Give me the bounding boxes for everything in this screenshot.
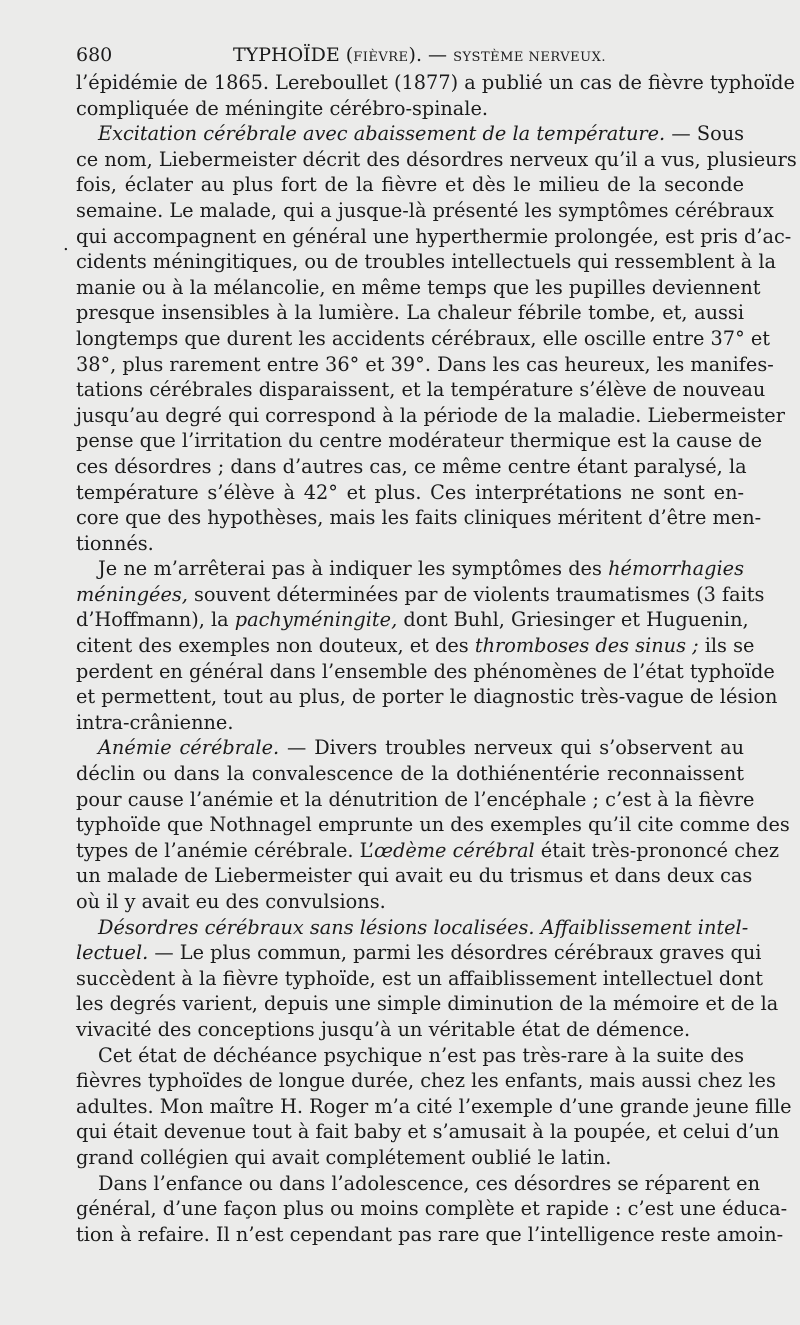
text-segment: succèdent à la fièvre typhoïde, est un affaiblissement intellectuel dont	[76, 966, 764, 990]
text-segment: citent des exemples non douteux, et des	[76, 634, 475, 658]
text-line	[76, 377, 766, 403]
text-segment: l’épidémie de 1865. Lereboullet (1877) a publié un cas de fièvre typhoïde	[76, 71, 795, 94]
text-line	[76, 684, 778, 710]
text-segment: les degrés varient, depuis une simple diminution de la mémoire et de la	[76, 992, 779, 1016]
running-title	[233, 44, 606, 66]
text-segment: core que des hypothèses, mais les faits cliniques méritent d’être men-	[76, 506, 762, 530]
text-segment: presque insensibles à la lumière. La chaleur fébrile tombe, et, aussi	[76, 301, 744, 325]
text-line	[76, 1068, 776, 1094]
text-segment: intra-crânienne.	[76, 710, 234, 734]
text-line	[76, 1043, 744, 1069]
text-line	[76, 991, 779, 1017]
text-line	[76, 607, 749, 633]
text-line	[76, 454, 747, 480]
italic-text: Excitation cérébrale avec abaissement de la température.	[98, 122, 666, 146]
margin-mark: .	[63, 234, 69, 255]
text-segment: perdent en général dans l’ensemble des phénomènes de l’état typhoïde	[76, 659, 775, 683]
text-line	[76, 659, 775, 685]
text-segment: Cet état de déchéance psychique n’est pas très-rare à la suite des	[98, 1043, 744, 1067]
title-mid: ). —	[408, 44, 454, 66]
text-segment: tion à refaire. Il n’est cependant pas rare que l’intelligence reste amoin-	[76, 1222, 784, 1246]
text-line	[76, 70, 795, 96]
italic-text: Anémie cérébrale.	[98, 736, 280, 760]
running-header	[76, 44, 744, 72]
text-line	[76, 812, 790, 838]
italic-text: thromboses des sinus ;	[474, 634, 699, 658]
text-line	[76, 787, 755, 813]
italic-text: méningées,	[76, 582, 188, 606]
text-line	[76, 96, 744, 122]
page-number: 680	[76, 44, 113, 66]
text-segment: dont Buhl, Griesinger et Huguenin,	[397, 608, 749, 632]
text-segment: Je ne m’arrêterai pas à indiquer les symptômes des	[98, 557, 609, 581]
text-segment: cidents méningitiques, ou de troubles intellectuels qui ressemblent à la	[76, 250, 777, 274]
text-segment: longtemps que durent les accidents cérébraux, elle oscille entre 37° et	[76, 326, 770, 350]
text-segment: un malade de Liebermeister qui avait eu du trismus et dans deux cas	[76, 864, 753, 888]
text-line	[76, 1017, 744, 1043]
italic-text: œdème cérébral	[373, 838, 535, 862]
text-line	[76, 940, 762, 966]
text-segment: déclin ou dans la convalescence de la dothiénentérie reconnaissent	[76, 762, 744, 786]
text-line	[76, 966, 764, 992]
text-segment: où il y avait eu des convulsions.	[76, 890, 386, 913]
italic-text: pachyméningite,	[234, 608, 398, 632]
text-segment: Dans l’enfance ou dans l’adolescence, ces désordres se réparent en	[98, 1171, 761, 1195]
text-segment: d’Hoffmann), la	[76, 608, 235, 632]
text-line	[76, 505, 762, 531]
text-segment: types de l’anémie cérébrale. L’	[76, 838, 374, 862]
text-segment: général, d’une façon plus ou moins complète et rapide : c’est une éduca-	[76, 1197, 788, 1221]
text-body	[76, 70, 797, 1247]
text-line	[76, 480, 744, 506]
text-line	[76, 428, 763, 454]
text-segment: pense que l’irritation du centre modérateur thermique est la cause de	[76, 429, 763, 453]
text-segment: fièvres typhoïdes de longue durée, chez les enfants, mais aussi chez les	[76, 1069, 776, 1093]
text-line	[76, 352, 774, 378]
text-line	[76, 531, 744, 557]
text-line	[76, 1094, 792, 1120]
title-main: TYPHOÏDE (	[233, 44, 354, 66]
text-segment: jusqu’au degré qui correspond à la période de la maladie. Liebermeister	[76, 403, 785, 427]
text-line	[76, 889, 744, 915]
text-segment: semaine. Le malade, qui a jusque-là présenté les symptômes cérébraux	[76, 198, 774, 222]
text-line	[76, 710, 744, 736]
text-segment: était très-prononcé chez	[534, 838, 780, 862]
text-segment: souvent déterminées par de violents traumatismes (3 faits	[187, 582, 765, 606]
text-segment: manie ou à la mélancolie, en même temps que les pupilles deviennent	[76, 275, 761, 299]
text-segment: — Divers troubles nerveux qui s’observent au	[279, 736, 745, 760]
text-line	[76, 172, 744, 198]
text-line	[76, 1222, 784, 1248]
text-line	[76, 582, 765, 608]
text-segment: qui était devenue tout à fait baby et s’amusait à la poupée, et celui d’un	[76, 1120, 780, 1144]
text-line	[76, 863, 753, 889]
text-segment: qui accompagnent en général une hyperthermie prolongée, est pris d’ac-	[76, 224, 792, 248]
text-line	[76, 224, 792, 250]
text-line	[76, 300, 744, 326]
text-segment: adultes. Mon maître H. Roger m’a cité l’exemple d’une grande jeune fille	[76, 1094, 792, 1118]
text-segment: — Le plus commun, parmi les désordres cérébraux graves qui	[148, 941, 762, 965]
text-segment: tations cérébrales disparaissent, et la température s’élève de nouveau	[76, 378, 766, 402]
text-segment: typhoïde que Nothnagel emprunte un des exemples qu’il cite comme des	[76, 813, 790, 837]
text-line	[76, 198, 774, 224]
text-line	[76, 1145, 744, 1171]
italic-text: hémorrhagies	[608, 557, 744, 581]
text-line	[76, 915, 749, 941]
text-segment: température s’élève à 42° et plus. Ces interprétations ne sont en-	[76, 480, 744, 504]
text-segment: ils se	[698, 634, 755, 658]
text-line	[76, 556, 744, 582]
text-segment: 38°, plus rarement entre 36° et 39°. Dans les cas heureux, les manifes-	[76, 352, 774, 376]
text-line	[76, 326, 770, 352]
title-small: FIÈVRE	[353, 50, 409, 65]
text-line	[76, 838, 780, 864]
text-line	[76, 1171, 761, 1197]
text-segment: grand collégien qui avait complétement oublié le latin.	[76, 1145, 612, 1169]
text-line	[76, 275, 761, 301]
text-line	[76, 761, 744, 787]
title-section: SYSTÈME NERVEUX.	[453, 50, 606, 65]
text-line	[76, 249, 777, 275]
text-segment: et permettent, tout au plus, de porter le diagnostic très-vague de lésion	[76, 685, 778, 709]
italic-text: lectuel.	[76, 941, 149, 965]
text-line	[76, 735, 744, 761]
text-segment: tionnés.	[76, 531, 154, 555]
italic-text: Désordres cérébraux sans lésions localisées. Affaiblissement intel-	[98, 915, 749, 939]
text-segment: ces désordres ; dans d’autres cas, ce même centre étant paralysé, la	[76, 454, 747, 478]
text-segment: pour cause l’anémie et la dénutrition de l’encéphale ; c’est à la fièvre	[76, 787, 755, 811]
text-segment: vivacité des conceptions jusqu’à un véritable état de démence.	[76, 1017, 691, 1041]
text-segment: — Sous	[665, 122, 745, 146]
text-line	[76, 633, 755, 659]
text-segment: fois, éclater au plus fort de la fièvre et dès le milieu de la seconde	[76, 173, 744, 197]
text-line	[76, 121, 744, 147]
text-line	[76, 147, 797, 173]
text-line	[76, 403, 785, 429]
text-line	[76, 1119, 780, 1145]
text-line	[76, 1196, 788, 1222]
text-segment: ce nom, Liebermeister décrit des désordres nerveux qu’il a vus, plusieurs	[76, 147, 797, 171]
text-segment: compliquée de méningite cérébro-spinale.	[76, 96, 488, 120]
